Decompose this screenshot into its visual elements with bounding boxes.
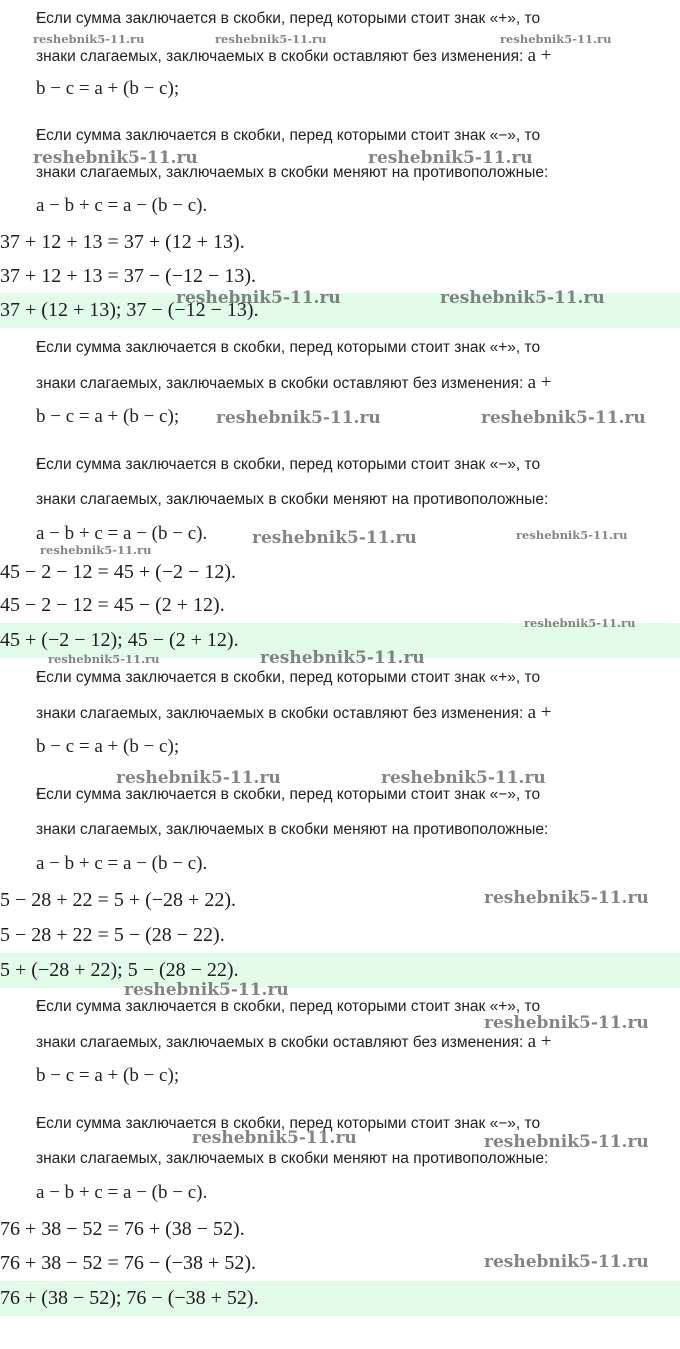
equation: 45 − 2 − 12 = 45 + (−2 − 12). [0,561,236,583]
watermark: reshebnik5-11.ru [484,1013,649,1033]
answer-text: 5 + (−28 + 22); 5 − (28 − 22). [0,959,239,981]
equation: 76 + 38 − 52 = 76 + (38 − 52). [0,1218,245,1240]
rule-text: Если сумма заключается в скобки, перед которыми стоит знак «−», то [36,786,541,803]
equation: 45 − 2 − 12 = 45 − (2 + 12). [0,594,225,616]
watermark: reshebnik5-11.ru [516,528,628,542]
answer-text: 76 + (38 − 52); 76 − (−38 + 52). [0,1287,259,1309]
watermark: reshebnik5-11.ru [33,148,198,168]
answer-box [0,953,680,988]
rule-text: знаки слагаемых, заключаемых в скобки оставляют без изменения: a + [36,45,552,66]
rule-text: Если сумма заключается в скобки, перед которыми стоит знак «+», то [36,10,541,27]
watermark: reshebnik5-11.ru [524,616,636,630]
rule-formula: b − c = a + (b − c); [36,78,180,99]
rule-formula: b − c = a + (b − c); [36,736,180,757]
rule-formula: a − b + c = a − (b − c). [36,1182,208,1203]
watermark: reshebnik5-11.ru [40,543,152,557]
equation: 5 − 28 + 22 = 5 − (28 − 22). [0,924,225,946]
equation: 76 + 38 − 52 = 76 − (−38 + 52). [0,1252,256,1274]
rule-text: Если сумма заключается в скобки, перед которыми стоит знак «+», то [36,998,541,1015]
watermark: reshebnik5-11.ru [260,648,425,668]
rule-text: Если сумма заключается в скобки, перед которыми стоит знак «+», то [36,339,541,356]
rule-formula: a − b + c = a − (b − c). [36,195,208,216]
rule-text: Если сумма заключается в скобки, перед которыми стоит знак «−», то [36,456,541,473]
rule-text: Если сумма заключается в скобки, перед которыми стоит знак «−», то [36,127,541,144]
watermark: reshebnik5-11.ru [116,768,281,788]
watermark: reshebnik5-11.ru [368,148,533,168]
rule-formula: a − b + c = a − (b − c). [36,523,208,544]
answer-box [0,1281,680,1316]
watermark: reshebnik5-11.ru [215,32,327,46]
rule-text: знаки слагаемых, заключаемых в скобки меняют на противоположные: [36,821,549,838]
rule-formula: a − b + c = a − (b − c). [36,853,208,874]
watermark: reshebnik5-11.ru [500,32,612,46]
watermark: reshebnik5-11.ru [481,408,646,428]
answer-text: 45 + (−2 − 12); 45 − (2 + 12). [0,629,239,651]
watermark: reshebnik5-11.ru [48,652,160,666]
rule-text: Если сумма заключается в скобки, перед которыми стоит знак «−», то [36,1115,541,1132]
rule-formula: b − c = a + (b − c); [36,1065,180,1086]
rule-text: знаки слагаемых, заключаемых в скобки оставляют без изменения: a + [36,372,552,393]
watermark: reshebnik5-11.ru [484,1252,649,1272]
rule-text: знаки слагаемых, заключаемых в скобки оставляют без изменения: a + [36,702,552,723]
equation: 37 + 12 + 13 = 37 − (−12 − 13). [0,265,256,287]
rule-text: знаки слагаемых, заключаемых в скобки оставляют без изменения: a + [36,1031,552,1052]
watermark: reshebnik5-11.ru [252,528,417,548]
watermark: reshebnik5-11.ru [484,1132,649,1152]
rule-text: Если сумма заключается в скобки, перед которыми стоит знак «+», то [36,669,541,686]
watermark: reshebnik5-11.ru [381,768,546,788]
watermark: reshebnik5-11.ru [124,980,289,1000]
answer-text: 37 + (12 + 13); 37 − (−12 − 13). [0,299,259,321]
rule-text: знаки слагаемых, заключаемых в скобки меняют на противоположные: [36,491,549,508]
rule-text: знаки слагаемых, заключаемых в скобки меняют на противоположные: [36,1150,549,1167]
equation: 37 + 12 + 13 = 37 + (12 + 13). [0,231,245,253]
rule-formula: b − c = a + (b − c); [36,406,180,427]
watermark: reshebnik5-11.ru [440,288,605,308]
equation: 5 − 28 + 22 = 5 + (−28 + 22). [0,889,236,911]
rule-text: знаки слагаемых, заключаемых в скобки меняют на противоположные: [36,164,549,181]
watermark: reshebnik5-11.ru [192,1128,357,1148]
watermark: reshebnik5-11.ru [33,32,145,46]
watermark: reshebnik5-11.ru [484,888,649,908]
watermark: reshebnik5-11.ru [176,288,341,308]
watermark: reshebnik5-11.ru [216,408,381,428]
